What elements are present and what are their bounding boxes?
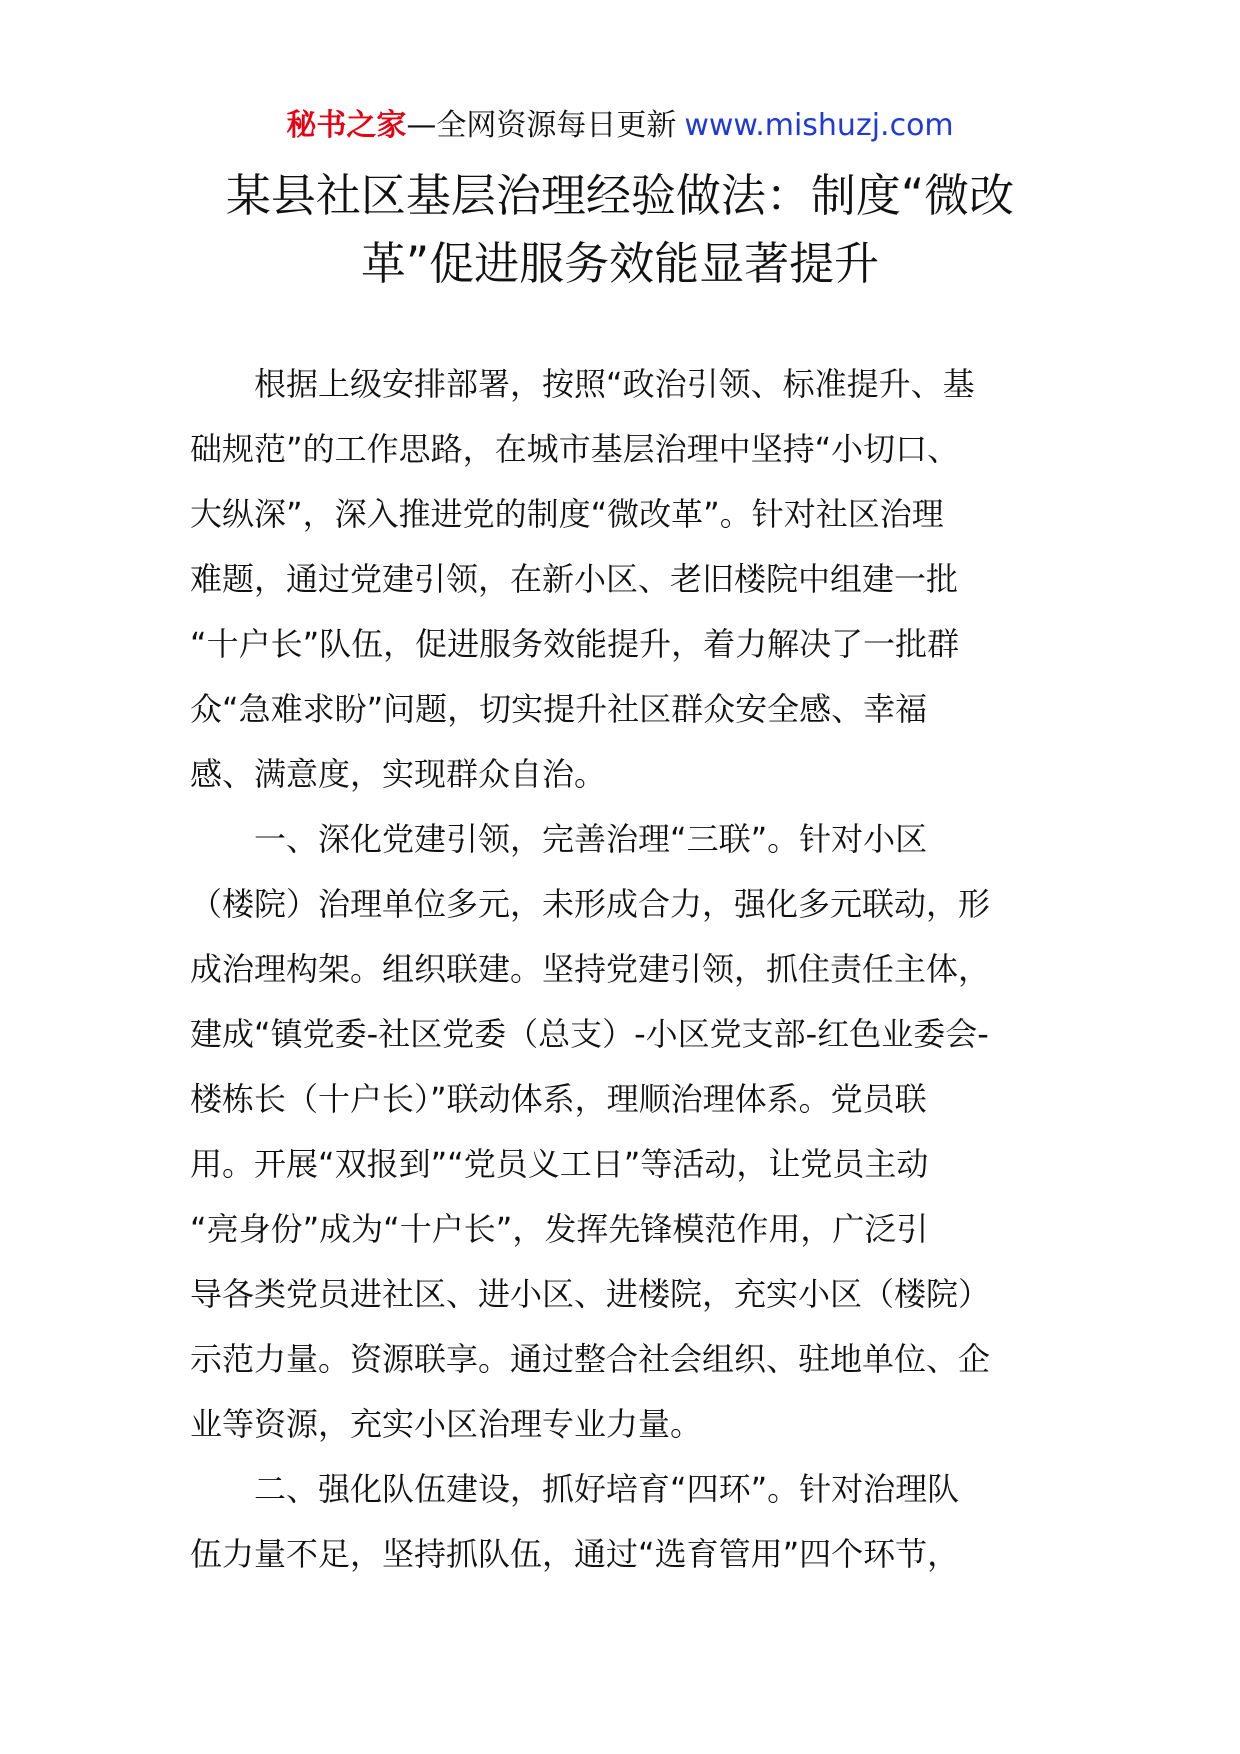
title-line: 革”促进服务效能显著提升 [360, 237, 880, 290]
text-line: 成治理构架。组织联建。坚持党建引领，抓住责任主体， [190, 950, 991, 988]
text-line: 一、深化党建引领，完善治理“三联”。针对小区 [254, 820, 928, 858]
text-line: 示范力量。资源联享。通过整合社会组织、驻地单位、企 [190, 1340, 991, 1378]
text-line: 导各类党员进社区、进小区、进楼院，充实小区（楼院） [190, 1275, 991, 1313]
paragraph-section-2 [190, 1457, 1060, 1587]
paragraph-intro [190, 352, 1060, 807]
text-line: 业等资源，充实小区治理专业力量。 [190, 1405, 703, 1443]
banner-site-link[interactable]: www.mishuzj.com [684, 108, 954, 143]
text-line: 建成“镇党委-社区党委（总支）-小区党支部-红色业委会- [190, 1015, 989, 1053]
banner-brand: 秘书之家 [286, 108, 407, 143]
text-line: 难题，通过党建引领，在新小区、老旧楼院中组建一批 [190, 560, 959, 598]
document-title [150, 162, 1090, 298]
text-line: “亮身份”成为“十户长”，发挥先锋模范作用，广泛引 [190, 1210, 929, 1248]
text-line: 用。开展“双报到”“党员义工日”等活动，让党员主动 [190, 1145, 929, 1183]
text-line: “十户长”队伍，促进服务效能提升，着力解决了一批群 [190, 625, 960, 663]
text-line: 根据上级安排部署，按照“政治引领、标准提升、基 [254, 365, 975, 403]
text-line: 二、强化队伍建设，抓好培育“四环”。针对治理队 [254, 1470, 960, 1508]
title-line: 某县社区基层治理经验做法：制度“微改 [225, 169, 1015, 222]
banner-slogan: —全网资源每日更新 [406, 108, 677, 143]
text-line: （楼院）治理单位多元，未形成合力，强化多元联动，形 [190, 885, 991, 923]
text-line: 大纵深”，深入推进党的制度“微改革”。针对社区治理 [190, 495, 944, 533]
text-line: 楼栋长（十户长）”联动体系，理顺治理体系。党员联 [190, 1080, 927, 1118]
header-banner [0, 96, 1240, 156]
document-body [190, 352, 1060, 1587]
text-line: 伍力量不足，坚持抓队伍，通过“选育管用”四个环节， [190, 1535, 960, 1573]
text-line: 础规范”的工作思路，在城市基层治理中坚持“小切口、 [190, 430, 960, 468]
paragraph-section-1 [190, 807, 1060, 1457]
text-line: 感、满意度，实现群众自治。 [190, 755, 607, 793]
text-line: 众“急难求盼”问题，切实提升社区群众安全感、幸福 [190, 690, 928, 728]
